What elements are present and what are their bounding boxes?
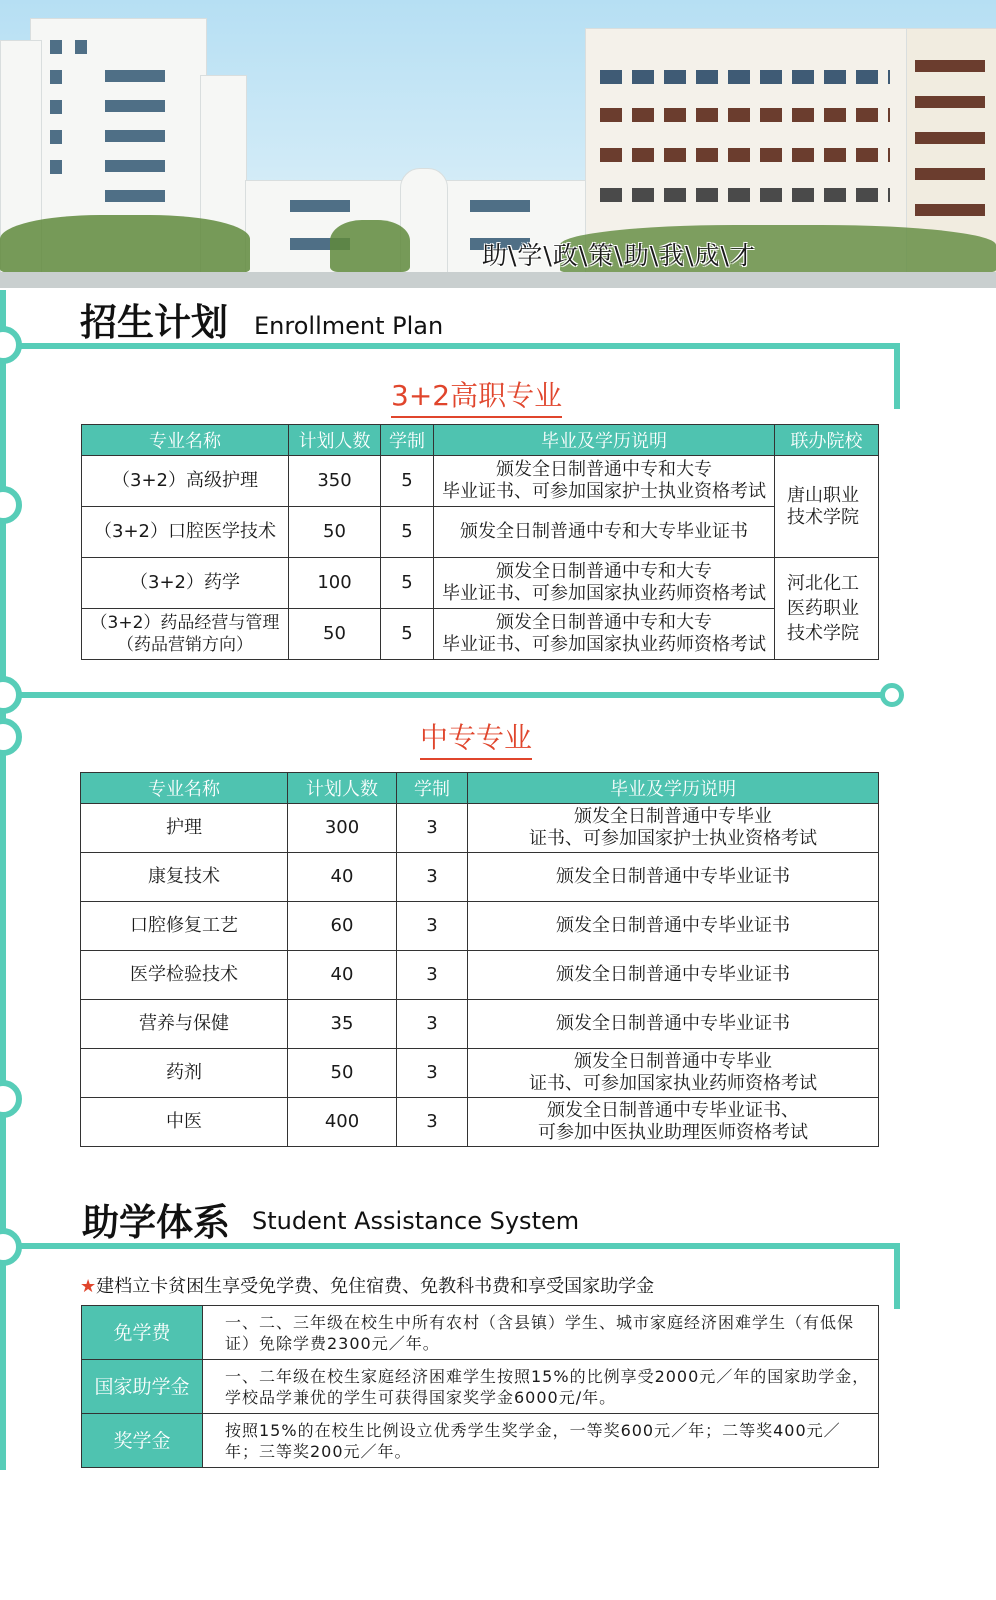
desc-line: 证书、可参加国家护士执业资格考试 — [529, 828, 817, 849]
plan-count: 50 — [289, 507, 381, 558]
table-row — [81, 1098, 879, 1147]
frame-line-right-2 — [894, 1243, 900, 1309]
duration: 5 — [381, 507, 434, 558]
major-name: 口腔修复工艺 — [81, 902, 288, 951]
table-row — [82, 1414, 879, 1468]
description — [434, 609, 775, 660]
desc-line: 毕业证书、可参加国家执业药师资格考试 — [442, 634, 766, 655]
col-header: 毕业及学历说明 — [434, 425, 775, 456]
assistance-note-text: 建档立卡贫困生享受免学费、免住宿费、免教科书费和享受国家助学金 — [96, 1276, 655, 1297]
plan-count: 300 — [288, 804, 397, 853]
duration: 3 — [397, 1049, 468, 1098]
aid-label: 免学费 — [82, 1306, 203, 1360]
partner-school — [775, 558, 879, 660]
desc-line: 颁发全日制普通中专和大专毕业证书 — [460, 521, 748, 542]
table-row — [81, 804, 879, 853]
table-3plus2 — [81, 424, 879, 660]
partner-line: 技术学院 — [787, 623, 859, 644]
assistance-table — [81, 1305, 879, 1468]
table-header-row — [82, 425, 879, 456]
partner-line: 河北化工 — [787, 573, 859, 594]
duration: 5 — [381, 558, 434, 609]
aid-label: 国家助学金 — [82, 1360, 203, 1414]
knob-decor — [880, 683, 904, 707]
col-header: 专业名称 — [82, 425, 289, 456]
assistance-title-en: Student Assistance System — [252, 1207, 580, 1235]
duration: 3 — [397, 1098, 468, 1147]
plan-count: 35 — [288, 1000, 397, 1049]
col-header: 专业名称 — [81, 773, 288, 804]
frame-line-right — [894, 343, 900, 409]
section-title-secondary: 中专专业 — [420, 716, 532, 760]
duration: 3 — [397, 951, 468, 1000]
table-row — [81, 1000, 879, 1049]
major-name: 护理 — [81, 804, 288, 853]
ring-decor-1 — [0, 326, 22, 364]
major-name: （3+2）药学 — [82, 558, 289, 609]
description: 颁发全日制普通中专毕业证书 — [468, 902, 879, 951]
duration: 5 — [381, 609, 434, 660]
frame-line-left — [0, 290, 6, 1470]
description — [468, 1098, 879, 1147]
star-icon: ★ — [80, 1276, 97, 1297]
duration: 3 — [397, 1000, 468, 1049]
plan-count: 40 — [288, 853, 397, 902]
plan-count: 40 — [288, 951, 397, 1000]
major-name: （3+2）高级护理 — [82, 456, 289, 507]
description: 颁发全日制普通中专毕业证书 — [468, 1000, 879, 1049]
partner-line: 技术学院 — [787, 506, 859, 528]
assistance-title-cn: 助学体系 — [82, 1201, 230, 1244]
table-row — [82, 558, 879, 609]
col-header: 计划人数 — [288, 773, 397, 804]
ring-decor-2 — [0, 486, 22, 524]
table-row — [81, 902, 879, 951]
assistance-note — [80, 1272, 654, 1298]
table-row — [82, 456, 879, 507]
desc-line: 证书、可参加国家执业药师资格考试 — [529, 1073, 817, 1094]
ring-decor-4 — [0, 718, 22, 756]
description — [468, 1049, 879, 1098]
desc-line: 可参加中医执业助理医师资格考试 — [538, 1122, 808, 1143]
table-secondary — [80, 772, 879, 1147]
partner-line: 医药职业 — [787, 598, 859, 619]
major-name — [82, 609, 289, 660]
desc-line: 颁发全日制普通中专和大专 — [496, 561, 712, 582]
description: 颁发全日制普通中专毕业证书 — [468, 853, 879, 902]
major-name: 药剂 — [81, 1049, 288, 1098]
desc-line: 颁发全日制普通中专毕业 — [574, 1051, 772, 1072]
table-row — [82, 1306, 879, 1360]
major-name: 中医 — [81, 1098, 288, 1147]
desc-line: 颁发全日制普通中专毕业证书、 — [547, 1100, 799, 1121]
desc-line: 毕业证书、可参加国家执业药师资格考试 — [442, 583, 766, 604]
plan-count: 50 — [289, 609, 381, 660]
table-header-row — [81, 773, 879, 804]
desc-line: 颁发全日制普通中专和大专 — [496, 612, 712, 633]
table-row — [81, 951, 879, 1000]
duration: 3 — [397, 853, 468, 902]
name-line: （药品营销方向） — [117, 635, 253, 655]
aid-text: 一、二年级在校生家庭经济困难学生按照15%的比例享受2000元／年的国家助学金，学校品学兼优的学生可获得国家奖学金6000元/年。 — [203, 1360, 879, 1414]
major-name: 医学检验技术 — [81, 951, 288, 1000]
col-header: 联办院校 — [775, 425, 879, 456]
table-row — [81, 853, 879, 902]
aid-label: 奖学金 — [82, 1414, 203, 1468]
duration: 5 — [381, 456, 434, 507]
description — [434, 507, 775, 558]
aid-text: 按照15%的在校生比例设立优秀学生奖学金，一等奖600元／年；二等奖400元／年；三等奖200元／年。 — [203, 1414, 879, 1468]
desc-line: 毕业证书、可参加国家护士执业资格考试 — [442, 481, 766, 502]
major-name: 营养与保健 — [81, 1000, 288, 1049]
slogan-banner: 助\学\政\策\助\我\成\才 — [482, 241, 756, 270]
table-row — [81, 1049, 879, 1098]
enrollment-title-en: Enrollment Plan — [254, 312, 444, 340]
description: 颁发全日制普通中专毕业证书 — [468, 951, 879, 1000]
partner-line: 唐山职业 — [787, 484, 859, 506]
enrollment-title-cn: 招生计划 — [80, 301, 228, 344]
partner-school — [775, 456, 879, 558]
name-line: （3+2）药品经营与管理 — [90, 613, 280, 633]
desc-line: 颁发全日制普通中专毕业 — [574, 806, 772, 827]
plan-count: 60 — [288, 902, 397, 951]
col-header: 毕业及学历说明 — [468, 773, 879, 804]
campus-hero-image — [0, 0, 996, 288]
plan-count: 350 — [289, 456, 381, 507]
duration: 3 — [397, 804, 468, 853]
section-title-3plus2: 3+2高职专业 — [391, 374, 562, 418]
plan-count: 50 — [288, 1049, 397, 1098]
plan-count: 100 — [289, 558, 381, 609]
table-row — [82, 1360, 879, 1414]
aid-text: 一、二、三年级在校生中所有农村（含县镇）学生、城市家庭经济困难学生（有低保证）免除学费2300元／年。 — [203, 1306, 879, 1360]
table-row — [82, 609, 879, 660]
description — [434, 456, 775, 507]
description — [468, 804, 879, 853]
plan-count: 400 — [288, 1098, 397, 1147]
description — [434, 558, 775, 609]
ring-decor-6 — [0, 1228, 22, 1266]
table-row — [82, 507, 879, 558]
ring-decor-3 — [0, 676, 22, 714]
desc-line: 颁发全日制普通中专和大专 — [496, 459, 712, 480]
hero-bottom-strip — [0, 272, 996, 288]
col-header: 计划人数 — [289, 425, 381, 456]
duration: 3 — [397, 902, 468, 951]
major-name: 康复技术 — [81, 853, 288, 902]
col-header: 学制 — [381, 425, 434, 456]
frame-line-middle — [14, 692, 888, 698]
col-header: 学制 — [397, 773, 468, 804]
ring-decor-5 — [0, 1080, 22, 1118]
major-name: （3+2）口腔医学技术 — [82, 507, 289, 558]
